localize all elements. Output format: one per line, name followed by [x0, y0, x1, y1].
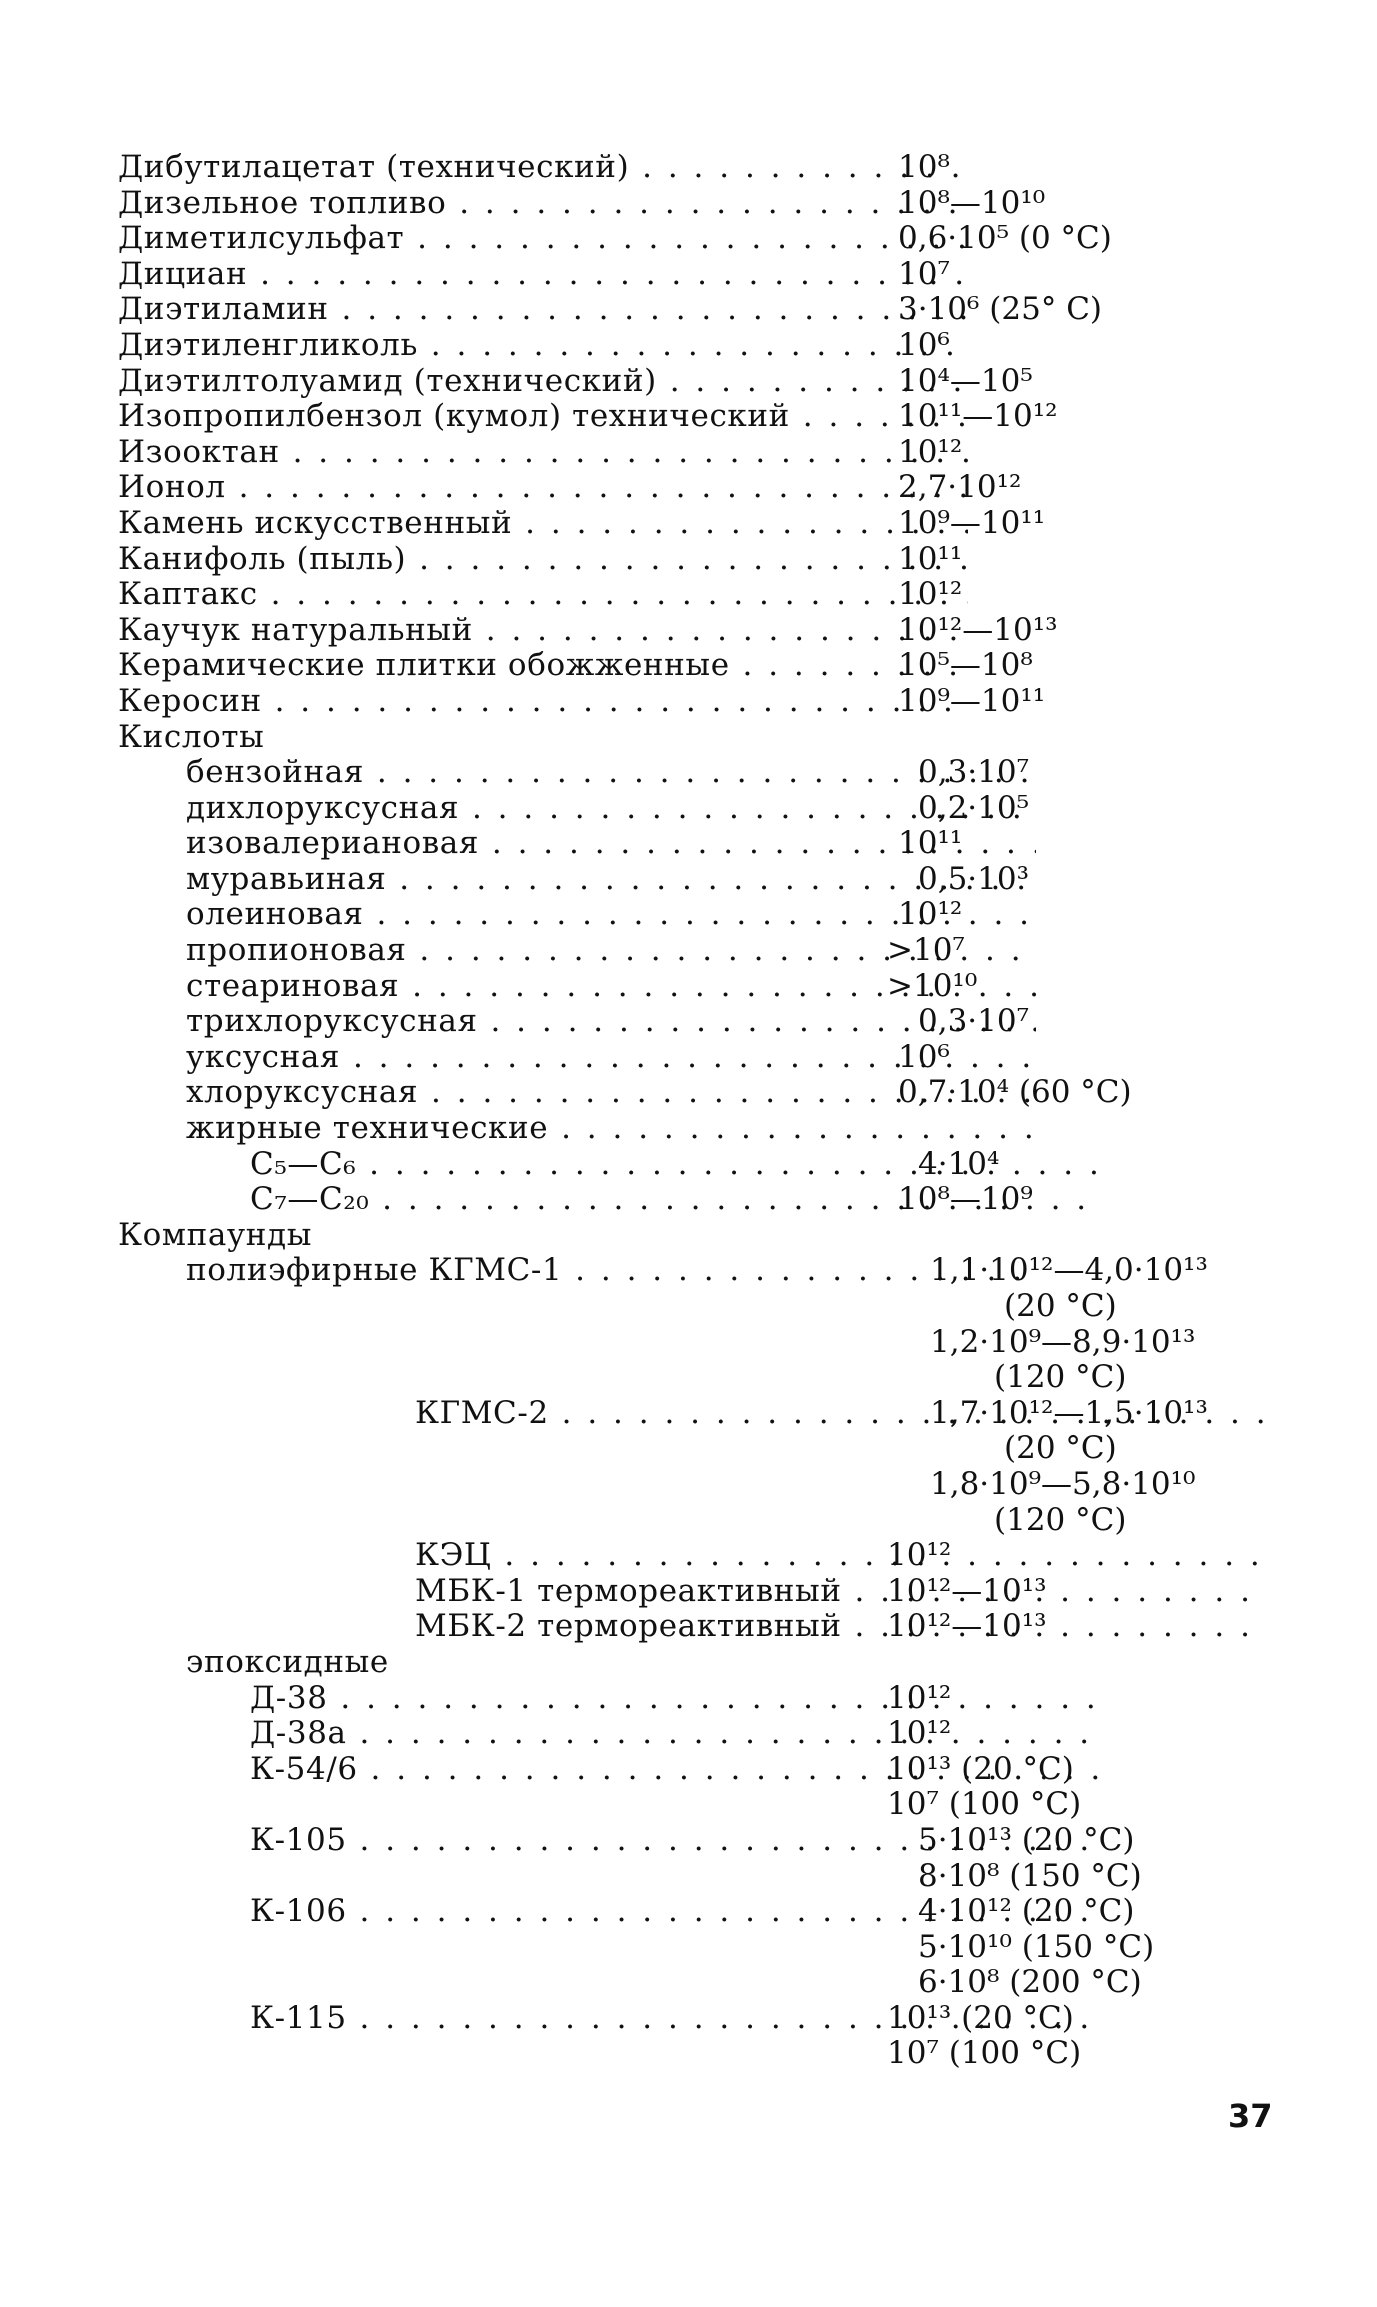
entry-name: Д-38 . . — [0, 1681, 1100, 1717]
entry-name: бензойная . . — [0, 755, 1036, 791]
table-row — [0, 648, 1377, 684]
table-row-continuation — [0, 1360, 1377, 1396]
table-row — [0, 364, 1377, 400]
entry-name: трихлоруксусная . . — [0, 1004, 1036, 1040]
entry-value: 1,1·10¹²—4,0·10¹³ — [930, 1252, 1208, 1289]
entry-value: (120 °С) — [994, 1501, 1127, 1538]
entry-value: 10¹¹—10¹² — [898, 398, 1058, 435]
entry-value: >10⁷ — [887, 932, 965, 969]
entry-name: олеиновая . . — [0, 897, 1036, 933]
table-row — [0, 1609, 1377, 1645]
entry-name: Диэтиламин . . — [0, 292, 968, 328]
entry-value: 10⁹—10¹¹ — [898, 682, 1046, 719]
table-row — [0, 1147, 1377, 1183]
table-row — [0, 933, 1377, 969]
entry-value: 6·10⁸ (200 °С) — [918, 1964, 1142, 2001]
section-heading — [0, 1218, 1377, 1254]
resistivity-table — [0, 150, 1377, 2072]
table-row — [0, 1396, 1377, 1432]
table-row — [0, 1075, 1377, 1111]
table-row — [0, 1752, 1377, 1788]
entry-name: К-54/6 . . — [0, 1752, 1100, 1788]
entry-value: 10¹² — [887, 1679, 952, 1716]
entry-value: 5·10¹⁰ (150 °С) — [918, 1928, 1155, 1965]
table-row — [0, 257, 1377, 293]
entry-value: 10¹²—10¹³ — [898, 611, 1058, 648]
table-row — [0, 2001, 1377, 2037]
table-row-continuation — [0, 1503, 1377, 1539]
table-row-continuation — [0, 1859, 1377, 1895]
table-row — [0, 1716, 1377, 1752]
table-row-continuation — [0, 2036, 1377, 2072]
entry-value: 10⁹—10¹¹ — [898, 504, 1046, 541]
entry-value: >10¹⁰ — [887, 967, 978, 1004]
entry-name: МБК-1 термореактивный . . — [0, 1574, 1265, 1610]
entry-name: Диметилсульфат . . — [0, 221, 968, 257]
table-row-continuation — [0, 1930, 1377, 1966]
entry-name: муравьиная . . — [0, 862, 1036, 898]
entry-value: 10⁸ — [898, 149, 950, 185]
entry-value: 10¹¹ — [898, 540, 963, 577]
table-row — [0, 826, 1377, 862]
entry-name: дихлоруксусная . . — [0, 791, 1036, 827]
entry-value: 10¹¹ — [898, 825, 963, 862]
subsection-heading — [0, 1111, 1377, 1147]
entry-name: Каучук натуральный . . — [0, 613, 968, 649]
table-row — [0, 328, 1377, 364]
entry-value: 0,3·10⁷ — [918, 1003, 1030, 1040]
entry-value: 0,5·10³ — [918, 860, 1030, 897]
entry-name: изовалериановая . . — [0, 826, 1036, 862]
entry-value: 10⁷ (100 °С) — [887, 2035, 1082, 2072]
entry-value: 5·10¹³ (20 °С) — [918, 1821, 1135, 1858]
table-row-continuation — [0, 1289, 1377, 1325]
table-row — [0, 1574, 1377, 1610]
table-row — [0, 399, 1377, 435]
entry-name: Камень искусственный . . — [0, 506, 968, 542]
entry-value: 10⁸—10⁹ — [898, 1181, 1033, 1218]
table-row — [0, 1538, 1377, 1574]
entry-name: К-105 . . — [0, 1823, 1100, 1859]
entry-name: Диэтиленгликоль . . — [0, 328, 968, 364]
entry-value: 1,7·10¹²—1,5·10¹³ — [930, 1394, 1208, 1431]
entry-value: 10¹² — [898, 896, 963, 933]
section-heading-label: Кислоты — [118, 719, 265, 755]
entry-name: C₅—C₆ . . — [0, 1147, 1100, 1183]
entry-name: МБК-2 термореактивный . . — [0, 1609, 1265, 1645]
table-row — [0, 613, 1377, 649]
table-row — [0, 577, 1377, 613]
table-row — [0, 684, 1377, 720]
entry-value: 10⁴—10⁵ — [898, 362, 1033, 399]
entry-name: Изопропилбензол (кумол) технический . . — [0, 399, 968, 435]
entry-name: Керосин . . — [0, 684, 968, 720]
entry-value: 2,7·10¹² — [898, 469, 1022, 506]
table-row — [0, 862, 1377, 898]
entry-name: Д-38а . . — [0, 1716, 1100, 1752]
entry-name: Ионол . . — [0, 470, 968, 506]
entry-value: 10¹³ (20 °С) — [887, 1999, 1074, 2036]
entry-value: 10⁸—10¹⁰ — [898, 184, 1046, 221]
entry-value: 10¹² — [887, 1715, 952, 1752]
section-heading — [0, 720, 1377, 756]
entry-name: хлоруксусная . . — [0, 1075, 1036, 1111]
entry-value: 10⁷ (100 °С) — [887, 1786, 1082, 1823]
entry-name: Дизельное топливо . . — [0, 186, 968, 222]
entry-value: 10⁷ — [898, 255, 950, 292]
table-row — [0, 1894, 1377, 1930]
entry-name: К-115 . . — [0, 2001, 1100, 2037]
subsection-heading-label: эпоксидные — [186, 1644, 389, 1680]
entry-name: полиэфирные КГМС-1 . . — [0, 1253, 1036, 1289]
entry-name: Керамические плитки обожженные . . — [0, 648, 968, 684]
entry-name: Дибутилацетат (технический) . . — [0, 150, 968, 186]
table-row — [0, 791, 1377, 827]
entry-value: 0,6·10⁵ (0 °С) — [898, 220, 1112, 257]
entry-value: 10¹²—10¹³ — [887, 1572, 1047, 1609]
entry-value: (20 °С) — [1004, 1288, 1117, 1324]
table-row — [0, 755, 1377, 791]
entry-value: 10⁵—10⁸ — [898, 647, 1033, 684]
subsection-heading — [0, 1645, 1377, 1681]
entry-value: 4·10¹² (20 °С) — [918, 1893, 1135, 1930]
subsection-heading-label: жирные технические . . — [0, 1111, 1036, 1147]
entry-value: 10⁶ — [898, 1038, 950, 1075]
entry-value: 0,7·10⁴ (60 °С) — [898, 1074, 1132, 1111]
entry-name: К-106 . . — [0, 1894, 1100, 1930]
entry-value: 0,2·10⁵ — [918, 789, 1030, 826]
table-row — [0, 969, 1377, 1005]
entry-name: Диэтилтолуамид (технический) . . — [0, 364, 968, 400]
entry-name: КГМС-2 . . — [0, 1396, 1265, 1432]
page-number: 37 — [1228, 2097, 1273, 2135]
table-row — [0, 542, 1377, 578]
table-row — [0, 506, 1377, 542]
table-row — [0, 186, 1377, 222]
table-row-continuation — [0, 1965, 1377, 2001]
table-row-continuation — [0, 1787, 1377, 1823]
table-row-continuation — [0, 1431, 1377, 1467]
entry-value: 4·10⁴ — [918, 1145, 1000, 1182]
table-row — [0, 1681, 1377, 1717]
entry-value: 10¹² — [898, 576, 963, 613]
entry-value: 10¹³ (20 °С) — [887, 1750, 1074, 1787]
table-row — [0, 221, 1377, 257]
entry-name: Изооктан . . — [0, 435, 968, 471]
table-row — [0, 470, 1377, 506]
entry-value: 3·10⁶ (25° С) — [898, 291, 1103, 328]
entry-value: 10¹² — [898, 433, 963, 470]
entry-value: (20 °С) — [1004, 1430, 1117, 1467]
table-row — [0, 1004, 1377, 1040]
table-row — [0, 1040, 1377, 1076]
entry-value: 10¹² — [887, 1537, 952, 1574]
entry-name: стеариновая . . — [0, 969, 1036, 1005]
table-row — [0, 897, 1377, 933]
entry-value: (120 °С) — [994, 1359, 1127, 1396]
entry-name: уксусная . . — [0, 1040, 1036, 1076]
entry-name: C₇—C₂₀ . . — [0, 1182, 1100, 1218]
table-row — [0, 292, 1377, 328]
table-row — [0, 150, 1377, 186]
entry-value: 1,2·10⁹—8,9·10¹³ — [930, 1323, 1196, 1360]
table-row — [0, 435, 1377, 471]
entry-value: 10⁶ — [898, 326, 950, 363]
entry-value: 10¹²—10¹³ — [887, 1608, 1047, 1645]
table-row-continuation — [0, 1467, 1377, 1503]
entry-name: Дициан . . — [0, 257, 968, 293]
entry-name: КЭЦ . . — [0, 1538, 1265, 1574]
entry-value: 0,3·10⁷ — [918, 754, 1030, 791]
table-row-continuation — [0, 1325, 1377, 1361]
table-row — [0, 1823, 1377, 1859]
entry-name: Каптакс . . — [0, 577, 968, 613]
section-heading-label: Компаунды — [118, 1217, 312, 1253]
table-row — [0, 1182, 1377, 1218]
entry-value: 1,8·10⁹—5,8·10¹⁰ — [930, 1465, 1196, 1502]
table-row — [0, 1253, 1377, 1289]
entry-name: пропионовая . . — [0, 933, 1036, 969]
entry-name: Канифоль (пыль) . . — [0, 542, 968, 578]
entry-value: 8·10⁸ (150 °С) — [918, 1857, 1142, 1894]
